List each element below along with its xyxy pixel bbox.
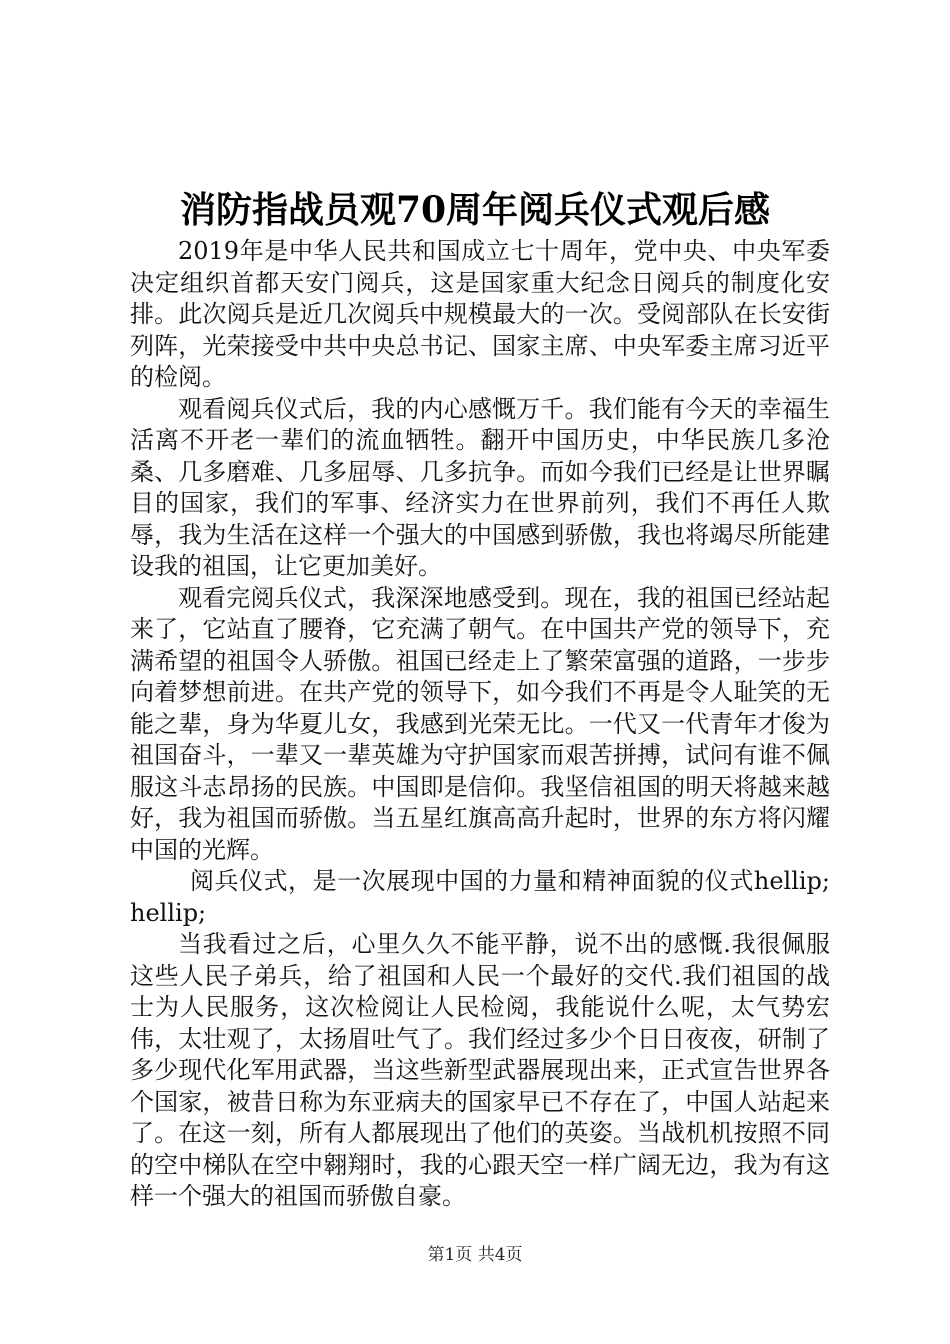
document-title: 消防指战员观70周年阅兵仪式观后感 (179, 189, 771, 231)
document-body (130, 236, 830, 1213)
paragraph-3: 观看完阅兵仪式，我深深地感受到。现在，我的祖国已经站起来了，它站直了腰脊，它充满了朝气。在中国共产党的领导下，充满希望的祖国令人骄傲。祖国已经走上了繁荣富强的道路，一步步向着梦想前进。在共产党的领导下，如今我们不再是令人耻笑的无能之辈，身为华夏儿女，我感到光荣无比。一代又一代青年才俊为祖国奋斗，一辈又一辈英雄为守护国家而艰苦拼搏，试问有谁不佩服这斗志昂扬的民族。中国即是信仰。我坚信祖国的明天将越来越好，我为祖国而骄傲。当五星红旗高高升起时，世界的东方将闪耀中国的光辉。 (130, 583, 830, 864)
paragraph-2: 观看阅兵仪式后，我的内心感慨万千。我们能有今天的幸福生活离不开老一辈们的流血牺牲。翻开中国历史，中华民族几多沧桑、几多磨难、几多屈辱、几多抗争。而如今我们已经是让世界瞩目的国家，我们的军事、经济实力在世界前列，我们不再任人欺辱，我为生活在这样一个强大的中国感到骄傲，我也将竭尽所能建设我的祖国，让它更加美好。 (130, 394, 830, 580)
paragraph-4: 阅兵仪式，是一次展现中国的力量和精神面貌的仪式hellip;hellip; (130, 867, 830, 927)
page-number-footer: 第1页 共4页 (427, 1245, 523, 1265)
paragraph-5: 当我看过之后，心里久久不能平静，说不出的感慨.我很佩服这些人民子弟兵，给了祖国和人民一个最好的交代.我们祖国的战士为人民服务，这次检阅让人民检阅，我能说什么呢，太气势宏伟，太壮观了，太扬眉吐气了。我们经过多少个日日夜夜，研制了多少现代化军用武器，当这些新型武器展现出来，正式宣告世界各个国家，被昔日称为东亚病夫的国家早已不存在了，中国人站起来了。在这一刻，所有人都展现出了他们的英姿。当战机机按照不同的空中梯队在空中翱翔时，我的心跟天空一样广阔无边，我为有这样一个强大的祖国而骄傲自豪。 (130, 930, 830, 1210)
paragraph-1: 2019年是中华人民共和国成立七十周年，党中央、中央军委决定组织首都天安门阅兵，这是国家重大纪念日阅兵的制度化安排。此次阅兵是近几次阅兵中规模最大的一次。受阅部队在长安街列阵，光荣接受中共中央总书记、国家主席、中央军委主席习近平的检阅。 (130, 237, 830, 391)
